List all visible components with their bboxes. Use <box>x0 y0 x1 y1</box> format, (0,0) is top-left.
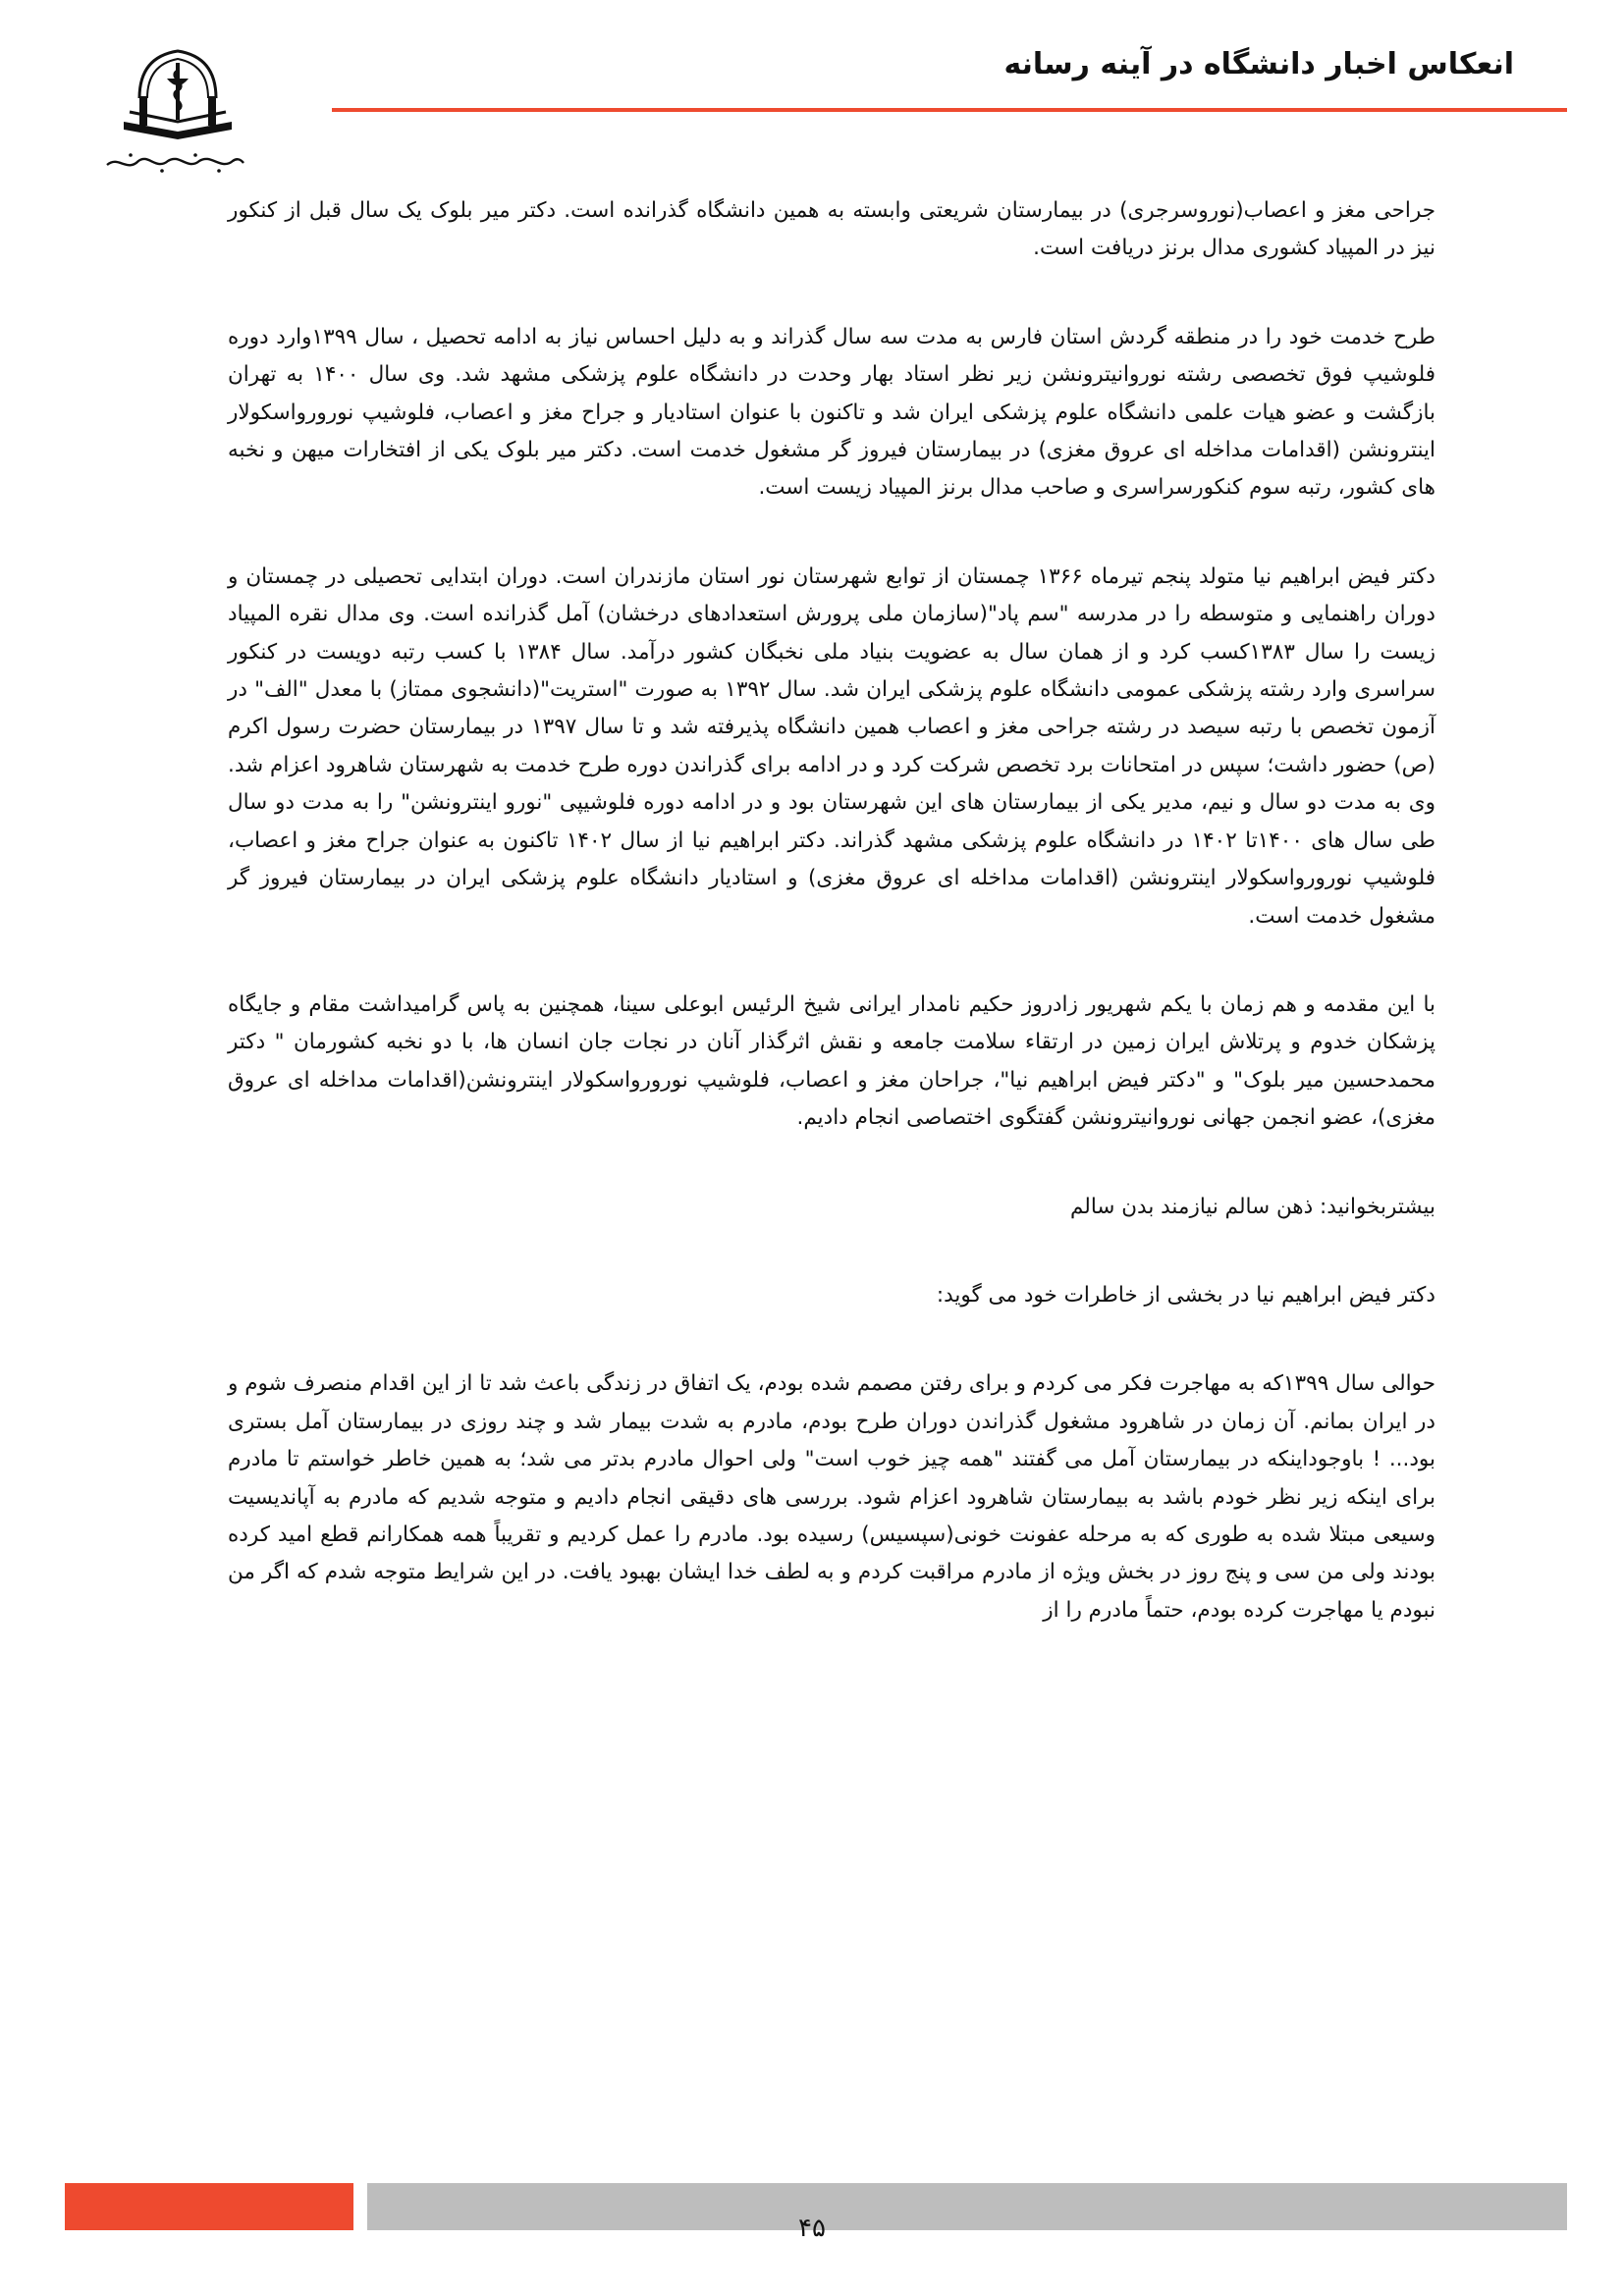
logo-caption <box>101 147 248 177</box>
page-number: ۴۵ <box>798 2214 826 2243</box>
footer-red-bar <box>65 2183 353 2230</box>
paragraph: با این مقدمه و هم زمان با یکم شهریور زادروز حکیم نامدار ایرانی شیخ الرئیس ابوعلی سینا، همچنین به پاس گرامیداشت مقام و جایگاه پزشکان خدوم و پرتلاش ایران زمین در ارتقاء سلامت جامعه و نقش اثرگذار آنان در نجات جان انسان ها، با دو نخبه کشورمان " دکتر محمدحسین میر بلوک" و "دکتر فیض ابراهیم نیا"، جراحان مغز و اعصاب، فلوشیپ نورورواسکولار اینترونشن(اقدامات مداخله ای عروق مغزی)، عضو انجمن جهانی نوروانیترونشن گفتگوی اختصاصی انجام دادیم. <box>228 991 1435 1131</box>
page-header <box>0 0 1624 167</box>
header-title: انعکاس اخبار دانشگاه در آینه رسانه <box>1003 47 1514 81</box>
paragraph: جراحی مغز و اعصاب(نوروسرجری) در بیمارستان شریعتی وابسته به همین دانشگاه گذرانده است. دکتر میر بلوک یک سال قبل از کنکور نیز در المپیاد کشوری مدال برنز دریافت است. <box>228 198 1435 261</box>
paragraph: طرح خدمت خود را در منطقه گردش استان فارس به مدت سه سال گذراند و به دلیل احساس نیاز به ادامه تحصیل ، سال ۱۳۹۹وارد دوره فلوشیپ فوق تخصصی رشته نوروانیترونشن زیر نظر استاد بهار وحدت در دانشگاه علوم پزشکی مشهد شد. وی سال ۱۴۰۰ به تهران بازگشت و عضو هیات علمی دانشگاه علوم پزشکی ایران شد و تاکنون با عنوان استادیار و جراح مغز و اعصاب، فلوشیپ نورورواسکولار اینترونشن (اقدامات مداخله ای عروق مغزی) در بیمارستان فیروز گر مشغول خدمت است. دکتر میر بلوک یکی از افتخارات میهن و نخبه های کشور، رتبه سوم کنکورسراسری و صاحب مدال برنز المپیاد زیست است. <box>228 324 1436 501</box>
university-logo <box>110 41 245 157</box>
paragraph: دکتر فیض ابراهیم نیا متولد پنجم تیرماه ۱۳۶۶ چمستان از توابع شهرستان نور استان مازندران است. دوران ابتدایی تحصیلی در چمستان و دوران راهنمایی و متوسطه را در مدرسه "سم پاد"(سازمان ملی پرورش استعدادهای درخشان) آمل گذرانده است. وی مدال نقره المپیاد زیست را سال ۱۳۸۳کسب کرد و از همان سال به عضویت بنیاد ملی نخبگان کشور درآمد. سال ۱۳۸۴ با کسب رتبه دویست در کنکور سراسری وارد رشته پزشکی عمومی دانشگاه علوم پزشکی ایران شد. سال ۱۳۹۲ به صورت "استریت"(دانشجوی ممتاز) با معدل "الف" در آزمون تخصص با رتبه سیصد در رشته جراحی مغز و اعصاب همین دانشگاه پذیرفته شد و تا سال ۱۳۹۷ در بیمارستان حضرت رسول اکرم (ص) حضور داشت؛ سپس در امتحانات برد تخصص شرکت کرد و در ادامه برای گذراندن دوره طرح خدمت به شهرستان شاهرود اعزام شد. وی به مدت دو سال و نیم، مدیر یکی از بیمارستان های این شهرستان بود و در ادامه دوره فلوشیپی "نورو اینترونشن" را به مدت دو سال طی سال های ۱۴۰۰تا ۱۴۰۲ در دانشگاه علوم پزشکی مشهد گذراند. دکتر ابراهیم نیا از سال ۱۴۰۲ تاکنون به عنوان جراح مغز و اعصاب، فلوشیپ نورورواسکولار اینترونشن (اقدامات مداخله ای عروق مغزی) و استادیار دانشگاه علوم پزشکی ایران در بیمارستان فیروز گر مشغول خدمت است. <box>228 563 1436 929</box>
paragraph: دکتر فیض ابراهیم نیا در بخشی از خاطرات خود می گوید: <box>936 1282 1435 1308</box>
read-more-link[interactable]: بیشتربخوانید: ذهن سالم نیازمند بدن سالم <box>1070 1194 1435 1219</box>
header-rule <box>332 108 1567 112</box>
paragraph: حوالی سال ۱۳۹۹که به مهاجرت فکر می کردم و برای رفتن مصمم شده بودم، یک اتفاق در زندگی باعث شد تا از این اقدام منصرف شوم و در ایران بمانم. آن زمان در شاهرود مشغول گذراندن دوران طرح بودم، مادرم به شدت بیمار شد و چند روزی در بیمارستان آمل بستری بود... ! باوجوداینکه در بیمارستان آمل می گفتند "همه چیز خوب است" ولی احوال مادرم بدتر می شد؛ به همین خاطر خواستم تا مادرم برای اینکه زیر نظر خودم باشد به بیمارستان شاهرود اعزام شود. بررسی های دقیقی انجام دادیم و متوجه شدیم که مادرم به آپاندیسیت وسیعی مبتلا شده به طوری که به مرحله عفونت خونی(سپسیس) رسیده بود. مادرم را عمل کردیم و تقریباً همه همکارانم قطع امید کرده بودند ولی من سی و پنج روز در بخش ویژه از مادرم مراقبت کردم و به لطف خدا ایشان بهبود یافت. در این شرایط متوجه شدم که اگر من نبودم یا مهاجرت کرده بودم، حتماً مادرم را از <box>228 1371 1435 1623</box>
footer-gray-bar <box>367 2183 1567 2230</box>
article-body <box>228 192 1435 1681</box>
